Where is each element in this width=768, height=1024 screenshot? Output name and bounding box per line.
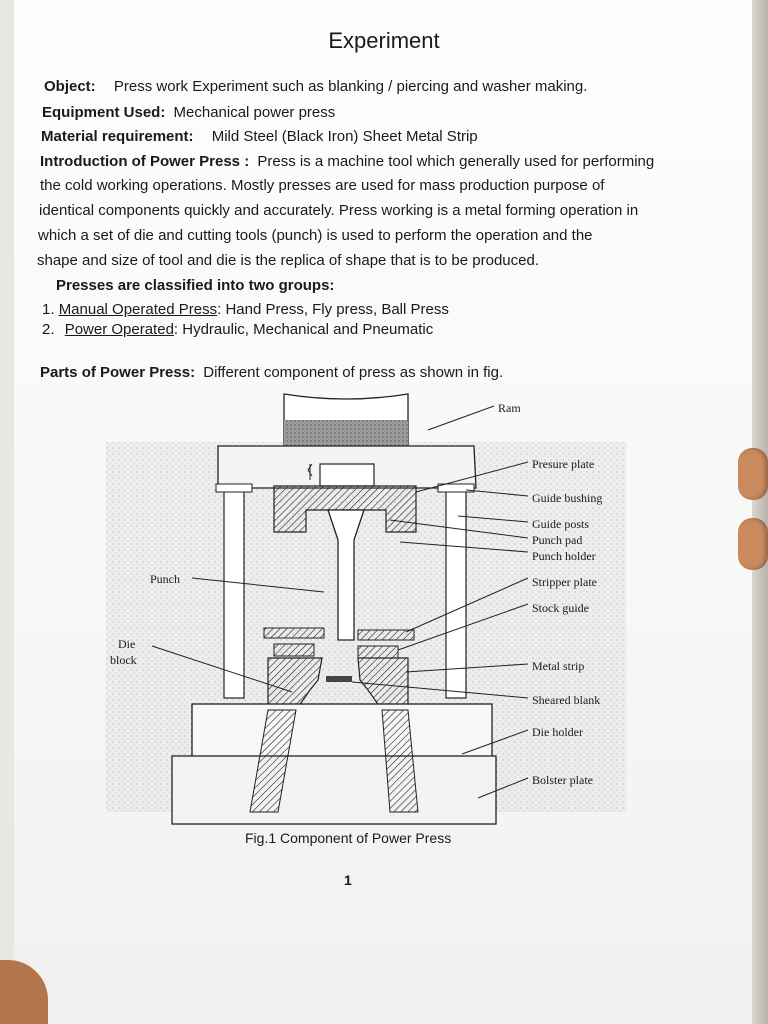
press-diagram: [106, 392, 626, 832]
guide-post-left: [224, 488, 244, 698]
label-punch-holder: Punch holder: [532, 549, 596, 563]
bolster-plate: [172, 756, 496, 824]
material-text: Mild Steel (Black Iron) Sheet Metal Strip: [211, 128, 478, 145]
intro-label: Introduction of Power Press :: [40, 153, 250, 170]
label-pressure-plate: Presure plate: [532, 457, 595, 471]
item-number: 1.: [42, 301, 55, 318]
intro-text-1: Press is a machine tool which generally used for performing: [257, 153, 655, 170]
label-block: block: [110, 653, 137, 667]
label-die-holder: Die holder: [532, 725, 583, 739]
intro-line-1: [40, 153, 654, 170]
finger: [738, 518, 768, 570]
classification-item-2: [42, 321, 433, 338]
guide-post-right: [446, 488, 466, 698]
object-line: [44, 78, 587, 95]
item-number: 2.: [42, 321, 55, 338]
equipment-label: Equipment Used:: [42, 104, 166, 121]
figure-caption: Fig.1 Component of Power Press: [245, 830, 452, 846]
parts-text: Different component of press as shown in fig.: [203, 364, 504, 381]
label-guide-posts: Guide posts: [532, 517, 589, 531]
parts-label: Parts of Power Press:: [40, 364, 196, 381]
label-guide-bushing: Guide bushing: [532, 491, 603, 505]
material-label: Material requirement:: [41, 128, 194, 145]
label-punch: Punch: [150, 572, 180, 586]
item-name: Power Operated: [64, 321, 174, 338]
label-bolster-plate: Bolster plate: [532, 773, 593, 787]
label-sheared-blank: Sheared blank: [532, 693, 601, 707]
label-stock-guide: Stock guide: [532, 601, 589, 615]
page-title: Experiment: [328, 28, 440, 53]
finger: [738, 448, 768, 500]
item-text: : Hand Press, Fly press, Ball Press: [217, 301, 449, 318]
classification-heading: Presses are classified into two groups:: [56, 277, 335, 294]
object-label: Object:: [44, 78, 96, 95]
intro-line-3: identical components quickly and accurately. Press working is a metal forming operation in: [39, 202, 639, 219]
label-die: Die: [118, 637, 136, 651]
page-number: 1: [344, 872, 352, 888]
die-holder: [192, 704, 492, 762]
item-text: : Hydraulic, Mechanical and Pneumatic: [173, 321, 434, 338]
label-ram: Ram: [498, 401, 521, 415]
label-metal-strip: Metal strip: [532, 659, 585, 673]
classification-item-1: [42, 301, 449, 318]
parts-line: [40, 364, 503, 381]
page-edge: [752, 0, 768, 1024]
equipment-text: Mechanical power press: [173, 104, 336, 121]
intro-line-2: the cold working operations. Mostly presses are used for mass production purpose of: [40, 177, 605, 194]
item-name: Manual Operated Press: [58, 301, 218, 318]
power-press-figure: [106, 392, 626, 832]
object-text: Press work Experiment such as blanking / piercing and washer making.: [113, 78, 588, 95]
equipment-line: [42, 104, 335, 121]
label-stripper-plate: Stripper plate: [532, 575, 597, 589]
intro-line-4: which a set of die and cutting tools (punch) is used to perform the operation and the: [38, 227, 593, 244]
label-punch-pad: Punch pad: [532, 533, 583, 547]
intro-line-5: shape and size of tool and die is the replica of shape that is to be produced.: [37, 252, 540, 269]
material-line: [41, 128, 478, 145]
